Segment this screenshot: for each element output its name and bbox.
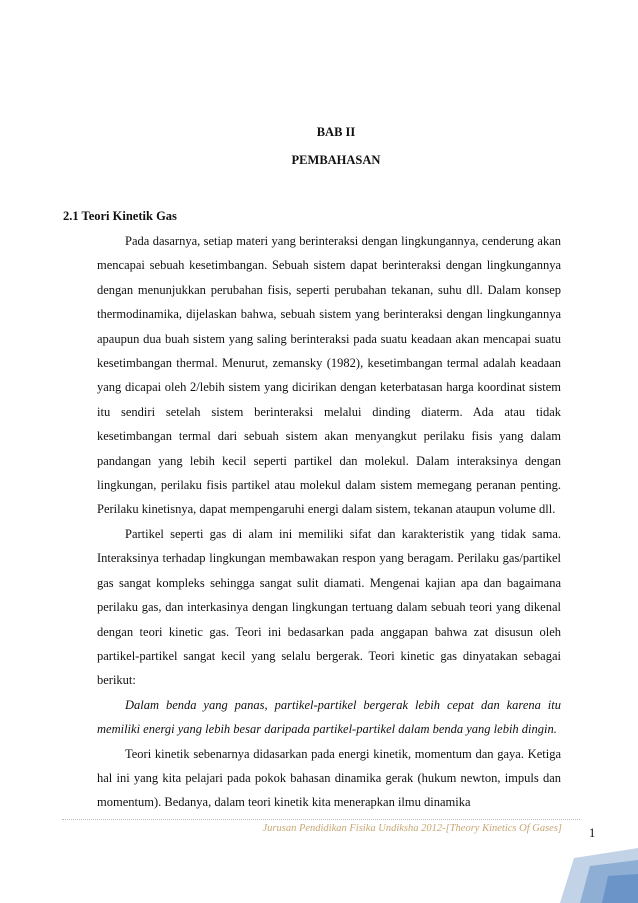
paragraph-1: Pada dasarnya, setiap materi yang berinteraksi dengan lingkungannya, cenderung akan mencapai sebuah kesetimbangan. Sebuah sistem dapat berinteraksi dengan lingkungannya dengan menunjukkan perubahan fisis, seperti perubahan tekanan, suhu dll. Dalam konsep thermodinamika, dijelaskan bahwa, sebuah sistem yang berinteraksi dengan lingkungannya apaupun dua buah sistem yang saling berinteraksi pada suatu keadaan akan mencapai suatu kesetimbangan thermal. Menurut, zemansky (1982), kesetimbangan termal adalah keadaan yang dicapai oleh 2/lebih sistem yang dicirikan dengan keterbatasan harga koordinat sistem itu sendiri setelah sistem berinteraksi melalui dinding diaterm. Ada atau tidak kesetimbangan termal dari sebuah sistem akan menyangkut perilaku fisis yang dalam pandangan yang lebih kecil seperti partikel dan molekul. Dalam interaksinya dengan lingkungan, perilaku fisis partikel atau molekul dalam sistem memegang peranan penting. Perilaku kinetisnya, dapat mempengaruhi energi dalam sistem, tekanan ataupun volume dll. [97,234,561,517]
paragraph-4: Teori kinetik sebenarnya didasarkan pada energi kinetik, momentum dan gaya. Ketiga hal ini yang kita pelajari pada pokok bahasan dinamika gerak (hukum newton, impuls dan momentum). Bedanya, dalam teori kinetik kita menerapkan ilmu dinamika [97,746,561,810]
footer-text: Jurusan Pendidikan Fisika Undiksha 2012-[Theory Kinetics Of Gases] [262,823,562,834]
section-title: 2.1 Teori Kinetik Gas [63,209,177,223]
chapter-title: PEMBAHASAN [291,153,381,167]
footer-divider [62,819,580,820]
chapter-label: BAB II [316,125,356,139]
body-text [97,229,561,815]
chapter-heading [0,118,638,174]
paragraph-quote: Dalam benda yang panas, partikel-partikel bergerak lebih cepat dan karena itu memiliki energi yang lebih besar daripada partikel-partikel dalam benda yang lebih dingin. [97,697,561,737]
corner-decoration-icon [560,848,638,903]
page-number: 1 [589,826,596,840]
paragraph-2: Partikel seperti gas di alam ini memiliki sifat dan karakteristik yang tidak sama. Interaksinya terhadap lingkungan membawakan respon yang beragam. Perilaku gas/partikel gas sangat kompleks sehingga sangat sulit diamati. Mengenai kajian apa dan bagaimana perilaku gas, dan interkasinya dengan lingkungan tertuang dalam sebuah teori yang dikenal dengan teori kinetic gas. Teori ini bedasarkan pada anggapan bahwa zat disusun oleh partikel-partikel sangat kecil yang selalu bergerak. Teori kinetic gas dinyatakan sebagai berikut: [97,526,561,688]
